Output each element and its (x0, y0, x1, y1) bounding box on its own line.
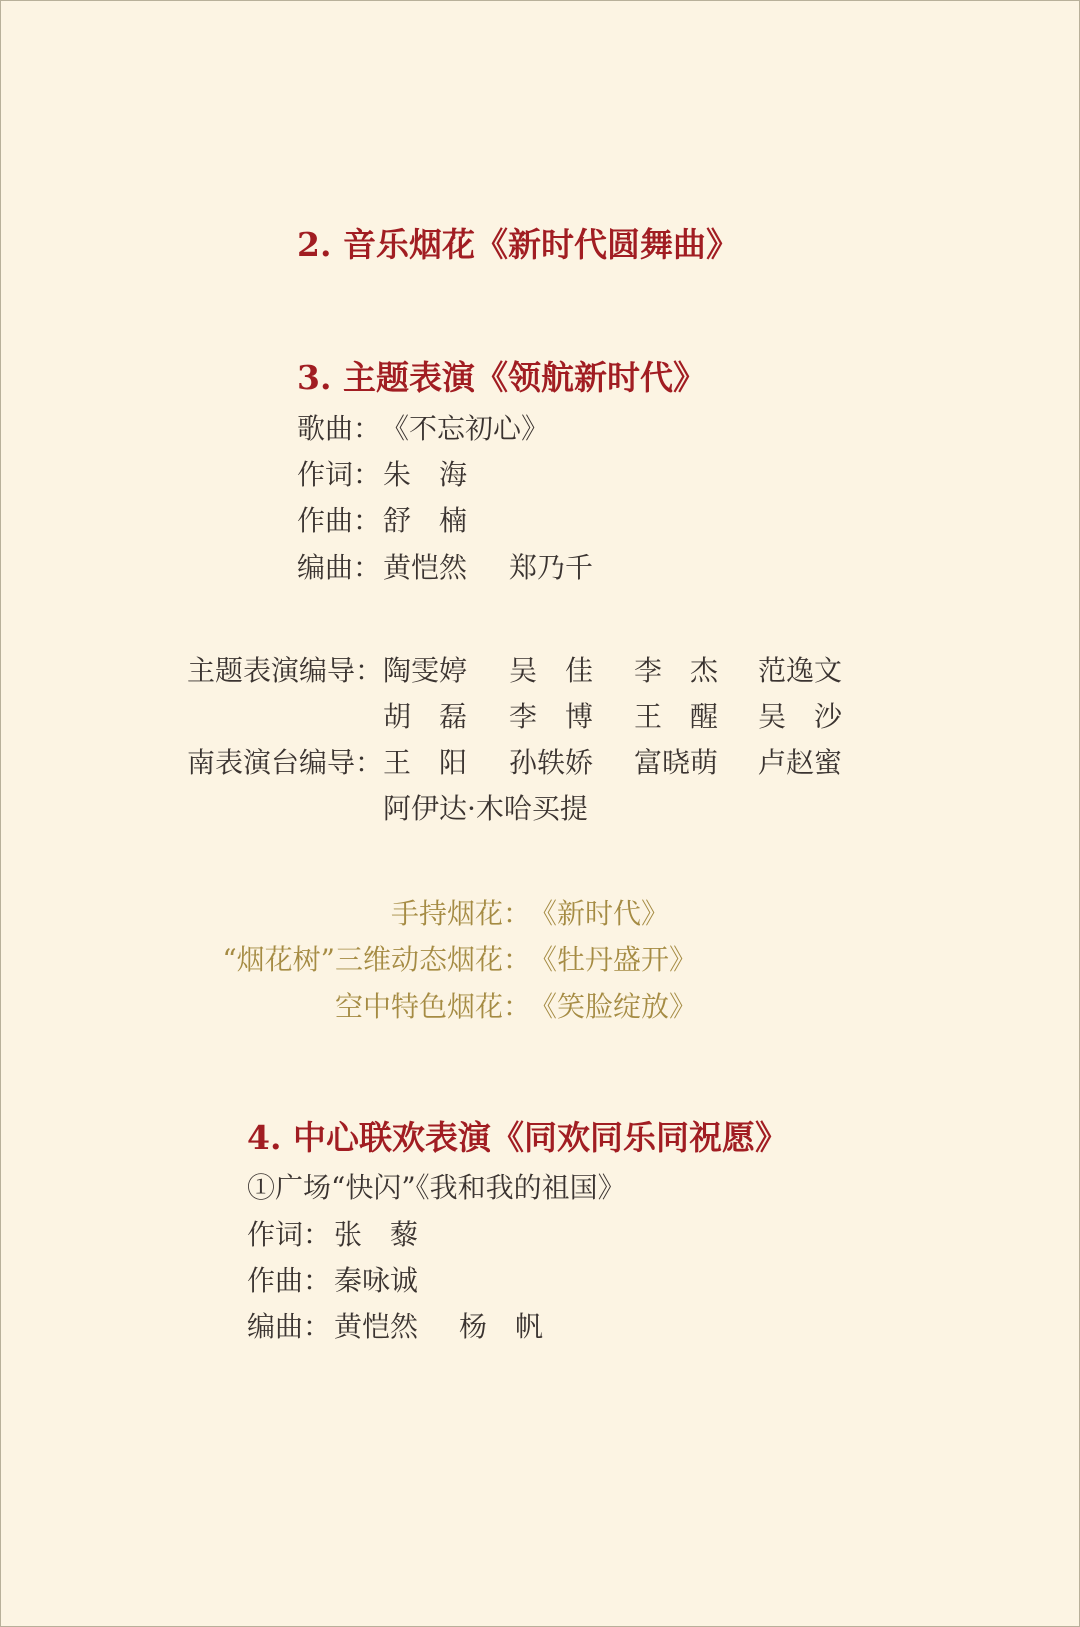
section-4-item-1: ①广场“快闪”《我和我的祖国》 (247, 1171, 626, 1204)
fireworks-label: 空中特色烟花： (334, 990, 531, 1023)
director-name: 富晓萌 (634, 746, 719, 779)
director-name: 吴 沙 (758, 700, 843, 733)
south-directors-label: 南表演台编导： (186, 746, 383, 779)
arranger-label: 编曲： (247, 1310, 332, 1343)
director-name: 李 杰 (634, 654, 719, 687)
song-value: 《不忘初心》 (381, 412, 550, 445)
director-name: 范逸文 (758, 654, 843, 687)
lyrics-label: 作词： (297, 458, 382, 491)
section-2-title: 2. 音乐烟花《新时代圆舞曲》 (297, 225, 739, 264)
section-3-title: 3. 主题表演《领航新时代》 (297, 358, 706, 397)
arranger-name: 黄恺然 (334, 1310, 419, 1343)
director-name: 李 博 (509, 700, 594, 733)
director-name: 孙轶娇 (509, 746, 594, 779)
theme-directors-label: 主题表演编导： (186, 654, 383, 687)
lyrics-label: 作词： (247, 1218, 332, 1251)
lyrics-value: 朱 海 (383, 458, 468, 491)
fireworks-value: 《牡丹盛开》 (529, 943, 698, 976)
director-name: 卢赵蜜 (758, 746, 843, 779)
lyrics-value: 张 藜 (334, 1218, 419, 1251)
composer-value: 秦咏诚 (334, 1264, 419, 1297)
director-name: 阿伊达·木哈买提 (383, 792, 588, 825)
arranger-name: 郑乃千 (509, 551, 594, 584)
arranger-name: 杨 帆 (459, 1310, 544, 1343)
director-name: 王 醒 (634, 700, 719, 733)
fireworks-value: 《笑脸绽放》 (529, 990, 698, 1023)
arranger-name: 黄恺然 (383, 551, 468, 584)
song-label: 歌曲： (297, 412, 382, 445)
composer-label: 作曲： (247, 1264, 332, 1297)
fireworks-label: “烟花树”三维动态烟花： (222, 943, 531, 976)
fireworks-value: 《新时代》 (529, 897, 670, 930)
composer-label: 作曲： (297, 504, 382, 537)
composer-value: 舒 楠 (383, 504, 468, 537)
arranger-label: 编曲： (297, 551, 382, 584)
director-name: 胡 磊 (383, 700, 468, 733)
section-4-title: 4. 中心联欢表演《同欢同乐同祝愿》 (247, 1118, 788, 1157)
fireworks-label: 手持烟花： (390, 897, 531, 930)
director-name: 吴 佳 (509, 654, 594, 687)
director-name: 王 阳 (383, 746, 468, 779)
director-name: 陶雯婷 (383, 654, 468, 687)
